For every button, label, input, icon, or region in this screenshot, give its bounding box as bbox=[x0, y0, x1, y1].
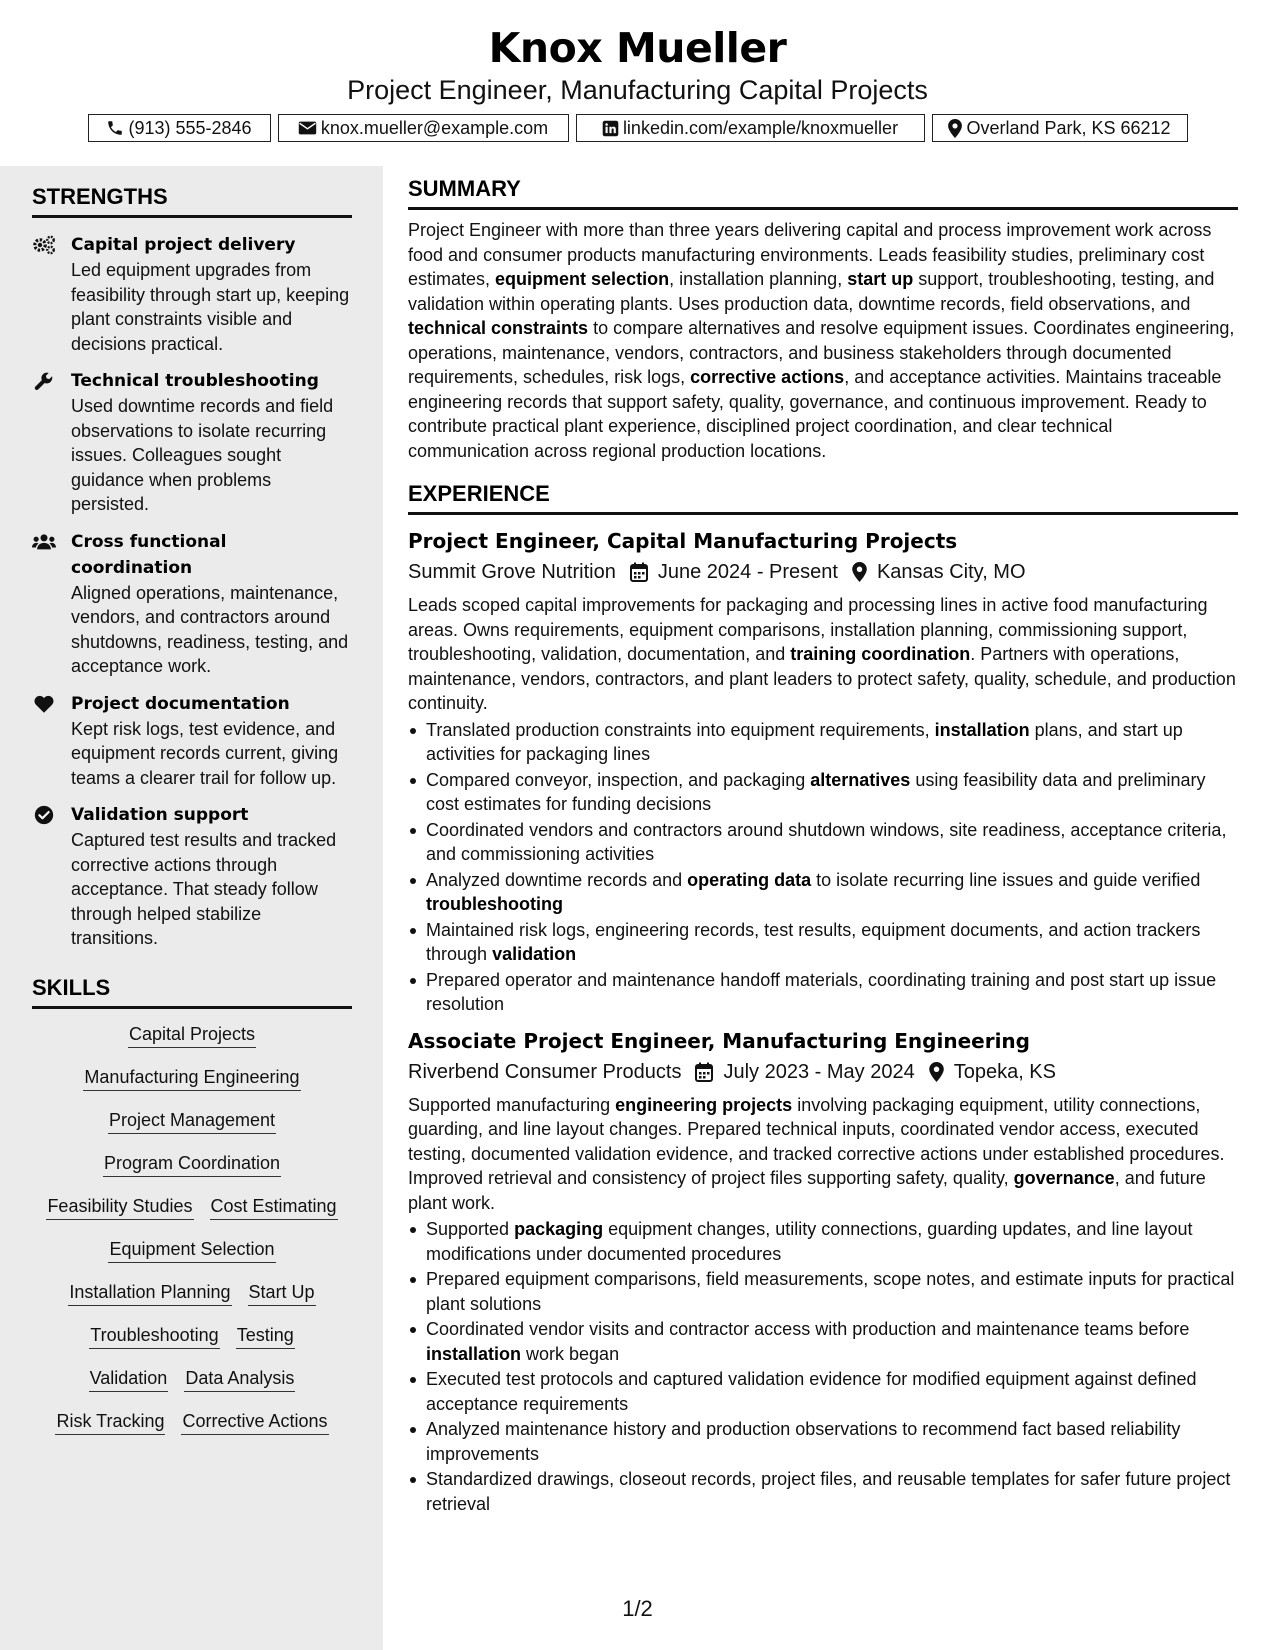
text-segment: , and acceptance activities. Maintains traceable engineering records that support safety, quality, governance, and continuous improvement. Ready to contribute practical plant experience, disciplined project coordination, and clear technical communication across regional production locations. bbox=[408, 367, 1222, 461]
gears-icon bbox=[32, 234, 56, 256]
emphasis-text: start up bbox=[847, 269, 914, 289]
candidate-title: Project Engineer, Manufacturing Capital Projects bbox=[347, 75, 928, 105]
job-title: Project Engineer, Capital Manufacturing Projects bbox=[408, 529, 958, 553]
text-segment: Maintained risk logs, engineering records, test results, equipment documents, and action trackers through bbox=[426, 919, 1201, 964]
text-segment: to isolate recurring line issues and guide verified bbox=[811, 869, 1201, 890]
job-entry bbox=[408, 527, 1238, 1017]
strength-desc: Kept risk logs, test evidence, and equipment records current, giving teams a clearer trail for follow up. bbox=[71, 718, 339, 788]
text-segment: , installation planning, bbox=[669, 269, 848, 289]
contact-location[interactable] bbox=[932, 114, 1188, 142]
bullet-item bbox=[408, 1417, 1238, 1466]
strength-desc: Aligned operations, maintenance, vendors, and contractors around shutdowns, readiness, testing, and acceptance work. bbox=[71, 582, 349, 676]
strength-item bbox=[32, 232, 352, 356]
emphasis-text: training coordination bbox=[790, 644, 971, 664]
skill-tag: Data Analysis bbox=[184, 1367, 295, 1392]
contact-bar bbox=[0, 114, 1275, 142]
skill-tag: Equipment Selection bbox=[108, 1238, 275, 1263]
emphasis-text: alternatives bbox=[810, 769, 911, 790]
contact-phone[interactable] bbox=[88, 114, 271, 142]
job-location: Kansas City, MO bbox=[876, 561, 1026, 583]
skill-tag: Validation bbox=[89, 1367, 169, 1392]
bullet-item bbox=[408, 768, 1238, 817]
contact-phone-text: (913) 555-2846 bbox=[128, 117, 252, 138]
job-title: Associate Project Engineer, Manufacturing Engineering bbox=[408, 1028, 1030, 1053]
skill-tag: Corrective Actions bbox=[181, 1410, 328, 1435]
strength-name: Capital project delivery bbox=[71, 235, 296, 255]
summary-divider bbox=[408, 207, 1238, 210]
text-segment: Prepared equipment comparisons, field measurements, scope notes, and estimate inputs for practical plant solutions bbox=[426, 1269, 1235, 1314]
text-segment: Translated production constraints into equipment requirements, bbox=[426, 719, 935, 740]
text-segment: Supported bbox=[426, 1219, 515, 1239]
text-segment: using feasibility data and preliminary cost estimates for funding decisions bbox=[426, 769, 1206, 814]
emphasis-text: troubleshooting bbox=[426, 894, 563, 914]
emphasis-text: corrective actions bbox=[690, 367, 845, 387]
job-meta bbox=[408, 1057, 1238, 1087]
linkedin-icon bbox=[602, 120, 619, 137]
skills-list bbox=[32, 1023, 352, 1453]
heart-icon bbox=[32, 693, 56, 715]
job-description bbox=[408, 593, 1238, 716]
bullet-item bbox=[408, 968, 1238, 1017]
candidate-name: Knox Mueller bbox=[488, 24, 787, 72]
job-bullets bbox=[408, 718, 1238, 1017]
contact-linkedin-text: linkedin.com/example/knoxmueller bbox=[622, 117, 899, 138]
strength-name: Technical troubleshooting bbox=[71, 371, 319, 391]
page-number: 1/2 bbox=[622, 1596, 653, 1621]
text-segment: work began bbox=[521, 1343, 620, 1364]
emphasis-text: installation bbox=[426, 1343, 522, 1364]
skill-tag: Project Management bbox=[108, 1109, 276, 1134]
map-pin-icon bbox=[948, 119, 962, 138]
bullet-item bbox=[408, 718, 1238, 767]
text-segment: Project Engineer with more than three years delivering capital and process improvement work across food and consumer products manufacturing environments. Leads feasibility studies, preliminary cost estimates, bbox=[408, 220, 1212, 289]
skill-tag: Start Up bbox=[248, 1281, 316, 1306]
contact-email[interactable] bbox=[278, 114, 569, 142]
emphasis-text: governance bbox=[1013, 1168, 1115, 1188]
envelope-icon bbox=[298, 120, 317, 136]
emphasis-text: engineering projects bbox=[615, 1094, 793, 1115]
contact-location-text: Overland Park, KS 66212 bbox=[966, 117, 1171, 138]
skill-tag: Program Coordination bbox=[103, 1152, 281, 1177]
text-segment: Coordinated vendor visits and contractor access with production and maintenance teams before bbox=[426, 1319, 1190, 1339]
text-segment: Compared conveyor, inspection, and packaging bbox=[426, 769, 811, 790]
experience-heading: EXPERIENCE bbox=[408, 481, 550, 506]
text-segment: involving packaging equipment, utility connections, guarding, and line layout changes. Prepared technical inputs, coordinated vendor access, executed testing, documented validation evidence, and tracked corrective actions under established procedures. Improved retrieval and consistency of project files supporting safety, quality, bbox=[408, 1094, 1225, 1188]
strength-item bbox=[32, 691, 352, 791]
strength-name: Project documentation bbox=[71, 693, 290, 714]
job-dates: June 2024 - Present bbox=[657, 561, 838, 583]
map-pin-icon bbox=[929, 1062, 944, 1082]
text-segment: Standardized drawings, closeout records, project files, and reusable templates for safer future project retrieval bbox=[426, 1469, 1231, 1514]
text-segment: Leads scoped capital improvements for packaging and processing lines in active food manufacturing areas. Owns requirements, equipment comparisons, installation planning, commissioning support, troubleshooting, validation, documentation, and bbox=[408, 595, 1208, 664]
summary-heading: SUMMARY bbox=[408, 176, 521, 201]
emphasis-text: packaging bbox=[514, 1219, 604, 1239]
wrench-icon bbox=[32, 370, 56, 392]
job-company: Riverbend Consumer Products bbox=[408, 1060, 682, 1083]
text-segment: Executed test protocols and captured validation evidence for modified equipment against defined acceptance requirements bbox=[426, 1369, 1197, 1414]
bullet-item bbox=[408, 918, 1238, 967]
skills-heading: SKILLS bbox=[32, 974, 111, 1000]
job-entry bbox=[408, 1027, 1238, 1517]
map-pin-icon bbox=[852, 562, 867, 582]
emphasis-text: equipment selection bbox=[495, 269, 670, 289]
skill-tag: Testing bbox=[236, 1324, 295, 1349]
text-segment: Analyzed downtime records and bbox=[426, 869, 688, 890]
emphasis-text: validation bbox=[492, 944, 577, 964]
contact-linkedin[interactable] bbox=[576, 114, 925, 142]
job-location: Topeka, KS bbox=[953, 1060, 1056, 1083]
bullet-item bbox=[408, 1467, 1238, 1516]
text-segment: , and future plant work. bbox=[408, 1168, 1206, 1213]
strength-item bbox=[32, 529, 352, 679]
job-meta bbox=[408, 557, 1238, 587]
skill-tag: Feasibility Studies bbox=[46, 1195, 193, 1220]
strength-desc: Used downtime records and field observations to isolate recurring issues. Colleagues sought guidance when problems persisted. bbox=[71, 396, 334, 514]
text-segment: Supported manufacturing bbox=[408, 1094, 616, 1115]
strength-name: Cross functional coordination bbox=[71, 531, 227, 578]
contact-email-text: knox.mueller@example.com bbox=[320, 117, 549, 138]
skill-tag: Manufacturing Engineering bbox=[83, 1066, 300, 1091]
strength-desc: Led equipment upgrades from feasibility through start up, keeping plant constraints visible and decisions practical. bbox=[71, 260, 350, 354]
job-description bbox=[408, 1093, 1238, 1216]
strengths-divider bbox=[32, 215, 352, 218]
sidebar bbox=[0, 166, 383, 1650]
text-segment: . Partners with operations, maintenance, vendors, contractors, and plant leaders to protect safety, quality, schedule, and production continuity. bbox=[408, 644, 1236, 713]
job-dates: July 2023 - May 2024 bbox=[723, 1060, 915, 1083]
strength-desc: Captured test results and tracked corrective actions through acceptance. That steady follow through helped stabilize transitions. bbox=[71, 830, 337, 948]
bullet-item bbox=[408, 1367, 1238, 1416]
text-segment: Prepared operator and maintenance handoff materials, coordinating training and post start up issue resolution bbox=[426, 969, 1217, 1014]
strength-name: Validation support bbox=[71, 805, 249, 825]
skill-tag: Troubleshooting bbox=[89, 1324, 219, 1349]
text-segment: support, troubleshooting, testing, and validation within operating plants. Uses production data, downtime records, field observations, and bbox=[408, 269, 1215, 314]
experience-divider bbox=[408, 512, 1238, 515]
text-segment: equipment changes, utility connections, guarding updates, and line layout modifications under documented procedures bbox=[426, 1219, 1193, 1264]
job-bullets bbox=[408, 1217, 1238, 1516]
skill-tag: Cost Estimating bbox=[210, 1195, 338, 1220]
summary-text bbox=[408, 218, 1238, 463]
skill-tag: Risk Tracking bbox=[55, 1410, 165, 1435]
skill-tag: Capital Projects bbox=[128, 1023, 256, 1048]
calendar-icon bbox=[695, 1062, 713, 1082]
text-segment: plans, and start up activities for packaging lines bbox=[426, 719, 1183, 764]
bullet-item bbox=[408, 818, 1238, 867]
emphasis-text: installation bbox=[934, 719, 1030, 740]
emphasis-text: technical constraints bbox=[408, 318, 589, 338]
text-segment: to compare alternatives and resolve equipment issues. Coordinates engineering, operations, maintenance, vendors, contractors, and business stakeholders through documented requirements, schedules, risk logs, bbox=[408, 318, 1235, 387]
strengths-heading: STRENGTHS bbox=[32, 184, 168, 209]
text-segment: Analyzed maintenance history and production observations to recommend fact based reliability improvements bbox=[426, 1419, 1181, 1464]
resume-header bbox=[0, 0, 1275, 166]
main-column bbox=[408, 176, 1238, 1517]
bullet-item bbox=[408, 1267, 1238, 1316]
emphasis-text: operating data bbox=[687, 869, 812, 890]
strength-item bbox=[32, 802, 352, 951]
phone-icon bbox=[106, 119, 124, 137]
text-segment: Coordinated vendors and contractors around shutdown windows, site readiness, acceptance criteria, and commissioning activities bbox=[426, 819, 1227, 864]
bullet-item bbox=[408, 1217, 1238, 1266]
skills-divider bbox=[32, 1006, 352, 1009]
calendar-icon bbox=[630, 562, 648, 582]
check-circle-icon bbox=[32, 804, 56, 826]
strength-item bbox=[32, 368, 352, 517]
skill-tag: Installation Planning bbox=[68, 1281, 231, 1306]
users-icon bbox=[32, 531, 56, 553]
job-company: Summit Grove Nutrition bbox=[408, 561, 616, 583]
bullet-item bbox=[408, 1317, 1238, 1366]
bullet-item bbox=[408, 868, 1238, 917]
